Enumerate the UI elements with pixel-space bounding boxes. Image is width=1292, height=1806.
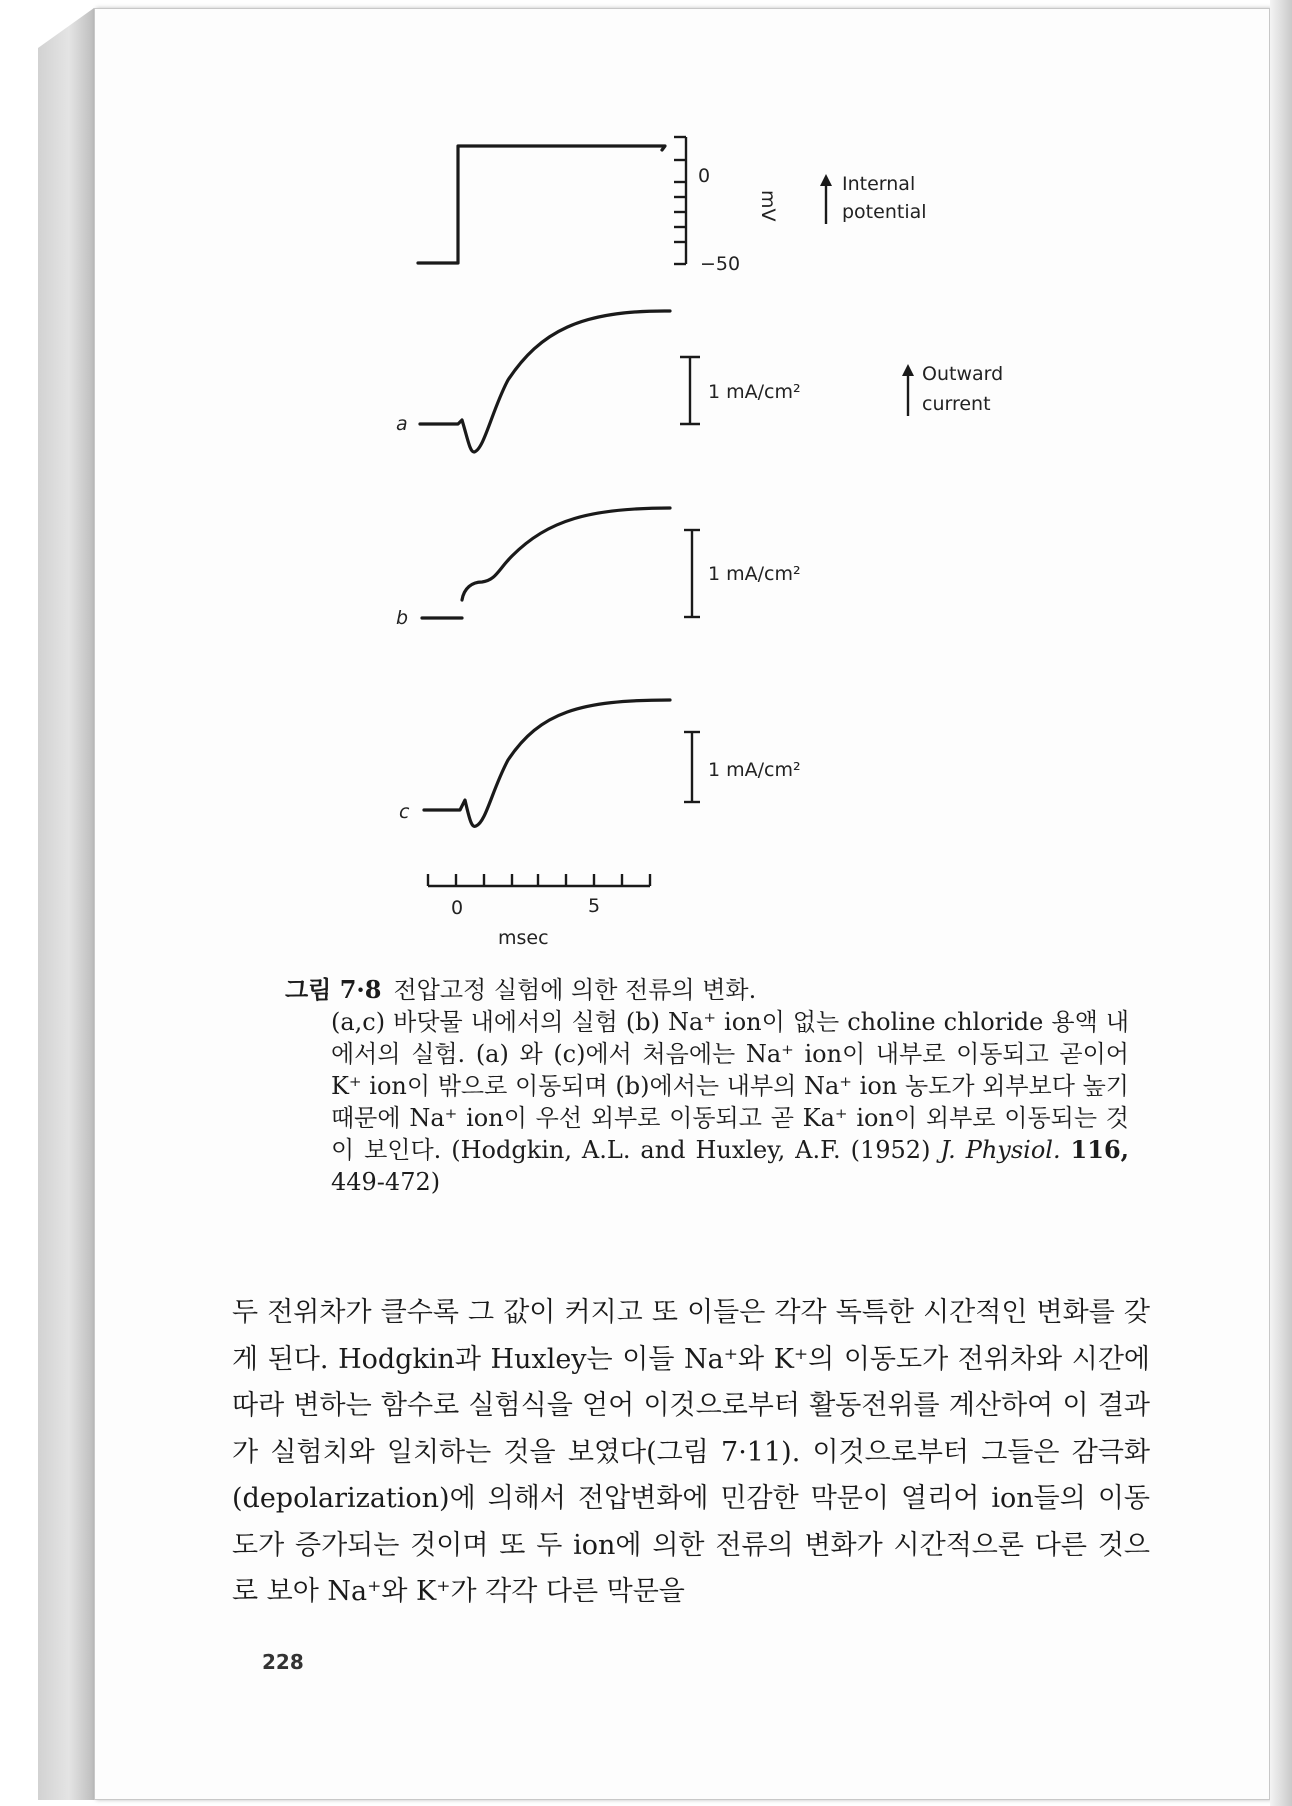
scale-bar-b <box>684 530 700 617</box>
internal-potential-arrow <box>820 174 832 224</box>
body-paragraph: 두 전위차가 클수록 그 값이 커지고 또 이들은 각각 독특한 시간적인 변화를 갖게 된다. Hodgkin과 Huxley는 이들 Na⁺와 K⁺의 이동도가 전위차와 시간에 따라 변하는 함수로 실험식을 얻어 이것으로부터 활동전위를 계산하여 이 결과가 실험치와 일치하는 것을 보였다(그림 7·11). 이것으로부터 그들은 감극화(depolarization)에 의해서 전압변화에 민감한 막문이 열리어 ion들의 이동도가 증가되는 것이며 또 두 ion에 의한 전류의 변화가 시간적으론 다른 것으로 보아 Na⁺와 K⁺가 각각 다른 막문을 <box>232 1297 1150 1607</box>
caption-body <box>287 1006 1129 1198</box>
trace-c-current <box>424 700 670 826</box>
voltage-axis-top: 0 <box>698 165 711 187</box>
scale-c-label: 1 mA/cm² <box>708 759 801 781</box>
caption-number: 그림 7·8 <box>285 975 382 1004</box>
caption-volume: 116, <box>1070 1135 1129 1164</box>
figure-caption <box>287 974 1129 1198</box>
trace-a-current <box>420 311 670 452</box>
scale-b-label: 1 mA/cm² <box>708 563 801 585</box>
trace-c-label: c <box>399 801 410 823</box>
scale-a-label: 1 mA/cm² <box>708 381 801 403</box>
outward-label: Outward <box>922 363 1004 385</box>
trace-b-current <box>422 508 670 618</box>
trace-a-label: a <box>396 413 408 435</box>
caption-pages: 449-472) <box>331 1168 441 1196</box>
voltage-unit: mV <box>757 190 779 222</box>
caption-journal: J. Physiol. <box>940 1136 1061 1164</box>
trace-b-label: b <box>396 607 409 629</box>
caption-title: 전압고정 실험에 의한 전류의 변화. <box>393 976 757 1004</box>
time-tick-0: 0 <box>451 897 464 919</box>
caption-text: (a,c) 바닷물 내에서의 실험 (b) Na⁺ ion이 없는 choline chloride 용액 내에서의 실험. (a) 와 (c)에서 처음에는 Na⁺ ion이 내부로 이동되고 곧이어 K⁺ ion이 밖으로 이동되며 (b)에서는 내부의 Na⁺ ion 농도가 외부보다 높기 때문에 Na⁺ ion이 우선 외부로 이동되고 곧 Ka⁺ ion이 외부로 이동되는 것이 보인다. (Hodgkin, A.L. and Huxley, A.F. (1952) <box>331 1008 1129 1164</box>
voltage-step-trace <box>418 146 665 263</box>
caption-title-line <box>285 974 1129 1006</box>
internal-label: Internal <box>842 173 916 195</box>
time-unit: msec <box>498 927 549 949</box>
potential-label: potential <box>842 201 927 223</box>
page-number: 228 <box>262 1650 304 1674</box>
current-label: current <box>922 393 991 415</box>
scale-bar-c <box>684 732 700 802</box>
time-axis <box>428 874 650 886</box>
voltage-axis-bottom: −50 <box>700 253 741 275</box>
scale-bar-a <box>680 357 700 424</box>
time-tick-5: 5 <box>588 895 601 917</box>
voltage-scale-bar <box>674 137 686 264</box>
outward-current-arrow <box>902 364 914 416</box>
